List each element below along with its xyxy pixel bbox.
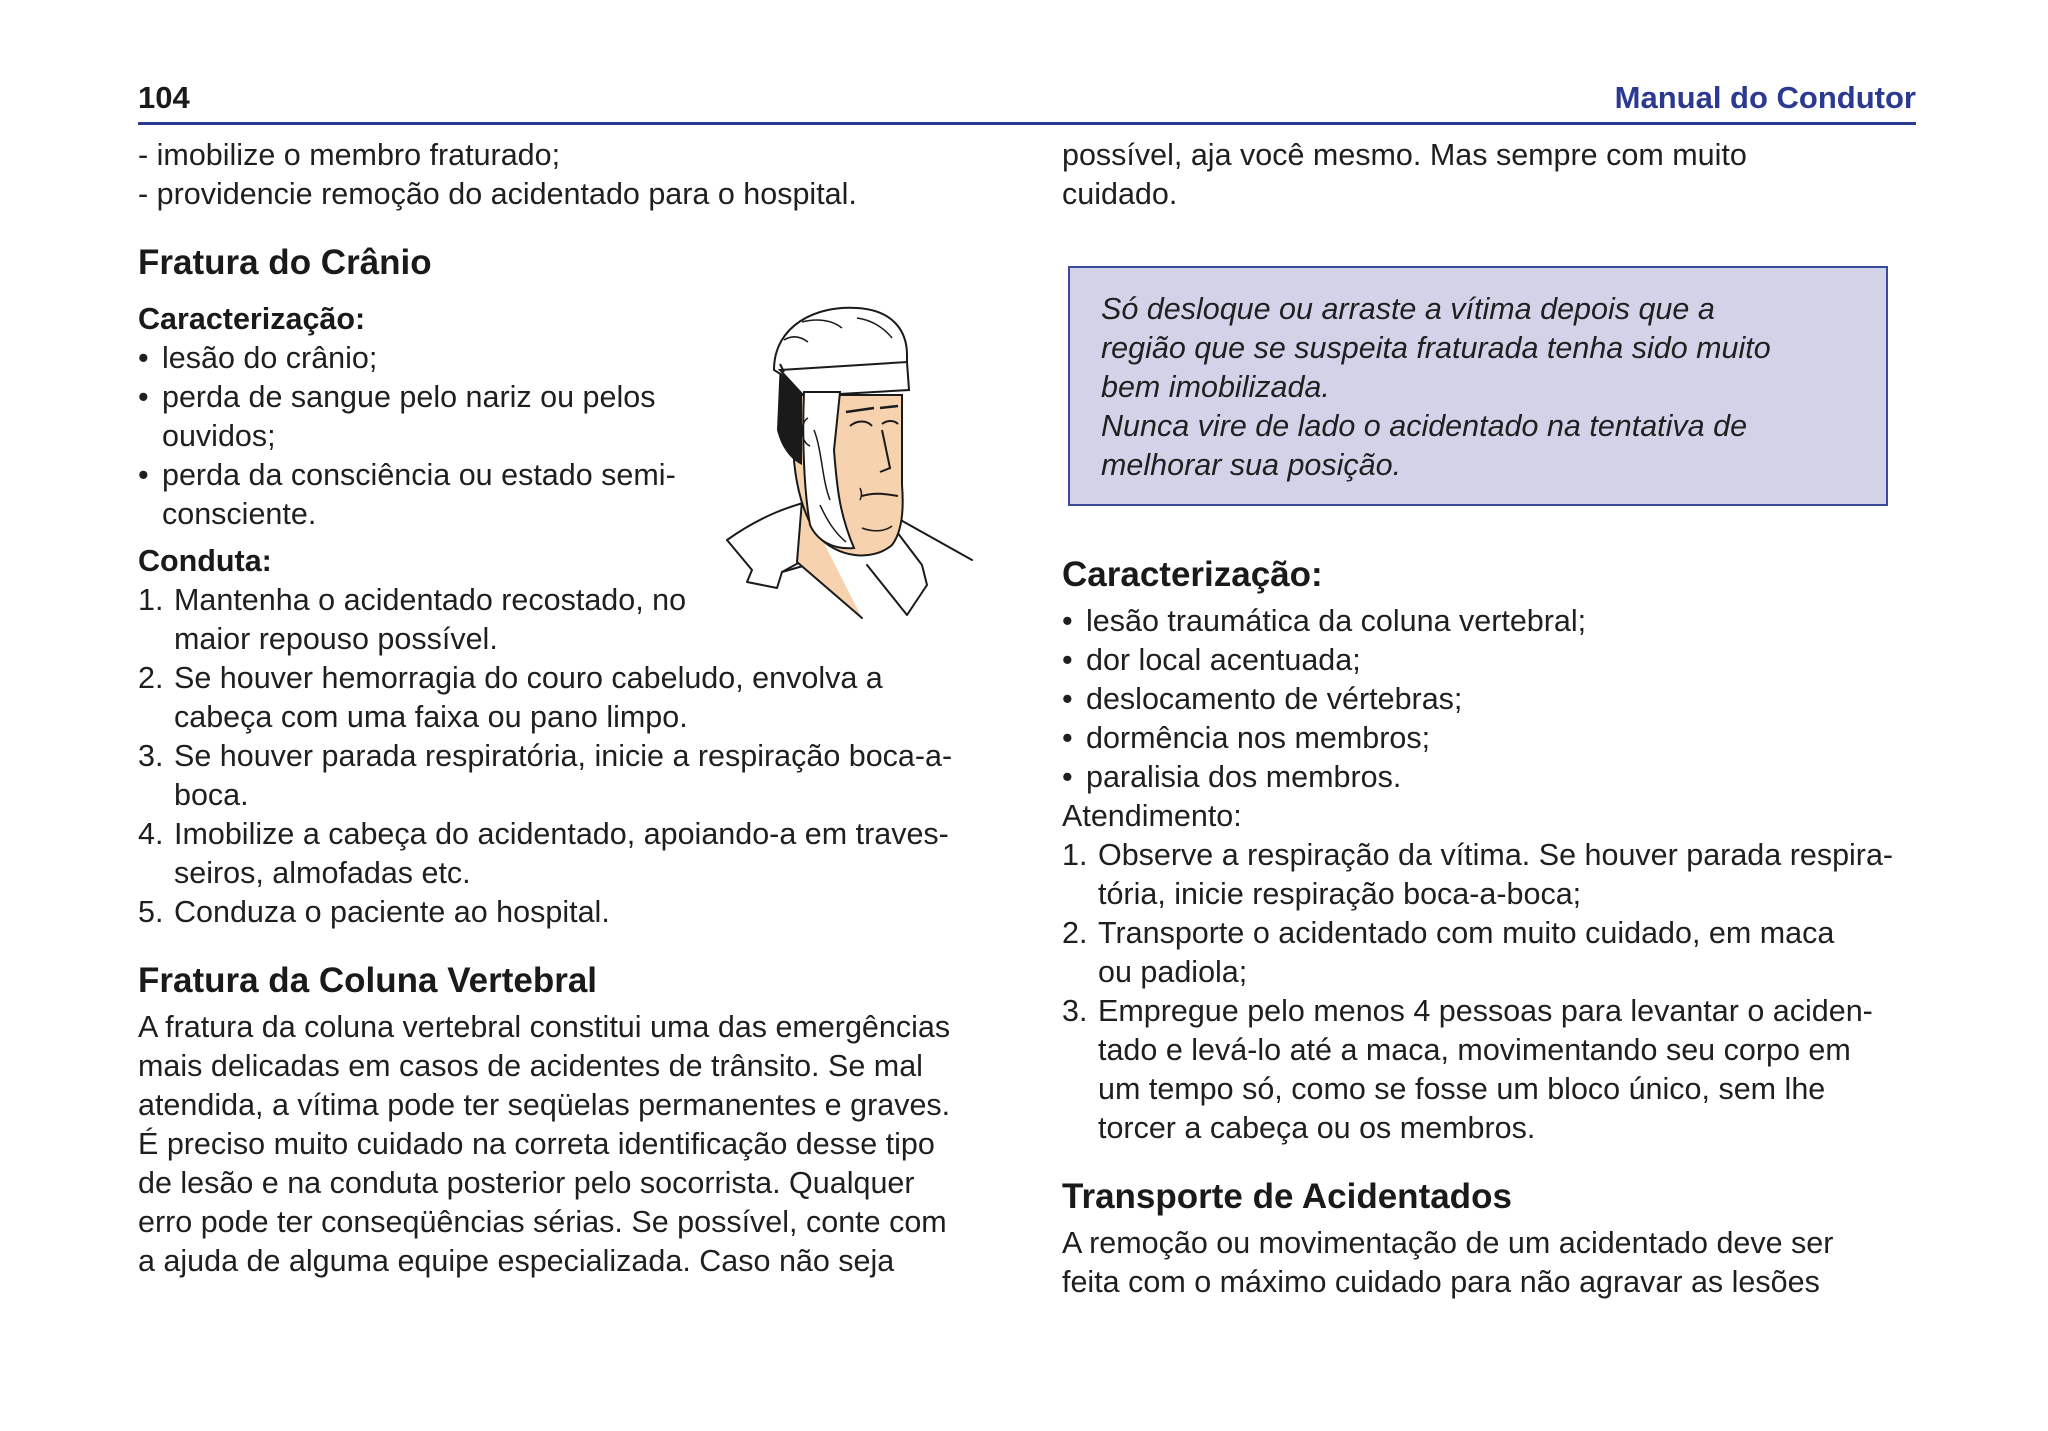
spine-care-list	[1062, 836, 1922, 1148]
list-item: 2. Transporte o acidentado com muito cuidado, em maca ou padiola;	[1062, 916, 1835, 989]
list-item: 1. Mantenha o acidentado recostado, no maior repouso possível.	[138, 583, 687, 656]
list-item: 5. Conduza o paciente ao hospital.	[138, 895, 610, 929]
bullet-icon: •	[1062, 643, 1073, 677]
bullet-icon: •	[1062, 682, 1073, 716]
list-item: • perda da consciência ou estado semi- consciente.	[138, 458, 676, 531]
bullet-icon: •	[138, 380, 149, 414]
subsection-spine-characterization: Caracterização:	[1062, 555, 1323, 594]
right-column	[1062, 136, 1922, 214]
page-number: 104	[138, 80, 190, 115]
warning-callout-box: Só desloque ou arraste a vítima depois que a região que se suspeita fraturada tenha sido muito bem imobilizada. Nunca vire de lado o acidentado na tentativa de melhorar sua posição.	[1068, 266, 1888, 506]
section-title-skull-fracture: Fratura do Crânio	[138, 243, 432, 282]
list-item: 3. Empregue pelo menos 4 pessoas para levantar o aciden- tado e levá-lo até a maca, movimentando seu corpo em um tempo só, como se fosse um bloco único, sem lhe torcer a cabeça ou os membros.	[1062, 994, 1873, 1145]
list-item: • lesão do crânio;	[138, 339, 1008, 378]
care-label: Atendimento:	[1062, 799, 1242, 833]
intro-line: - providencie remoção do acidentado para o hospital.	[138, 177, 857, 211]
list-item: • deslocamento de vértebras;	[1062, 680, 1922, 719]
section-title-transport: Transporte de Acidentados	[1062, 1177, 1512, 1216]
skull-conduct-list	[138, 581, 1008, 932]
bullet-icon: •	[1062, 721, 1073, 755]
subsection-conduct: Conduta:	[138, 544, 272, 578]
list-item: 3. Se houver parada respiratória, inicie a respiração boca-a- boca.	[138, 739, 953, 812]
section-title-spine-fracture: Fratura da Coluna Vertebral	[138, 961, 598, 1000]
list-item: 4. Imobilize a cabeça do acidentado, apoiando-a em traves- seiros, almofadas etc.	[138, 817, 949, 890]
list-item: • dor local acentuada;	[1062, 641, 1922, 680]
list-item: 2. Se houver hemorragia do couro cabeludo, envolva a cabeça com uma faixa ou pano limpo.	[138, 661, 883, 734]
spine-characterization-list	[1062, 602, 1922, 797]
header-rule	[138, 122, 1916, 125]
bullet-icon: •	[1062, 604, 1073, 638]
intro-line: possível, aja você mesmo. Mas sempre com muito	[1062, 138, 1747, 172]
list-item: • paralisia dos membros.	[1062, 758, 1922, 797]
list-item: • perda de sangue pelo nariz ou pelos ouvidos;	[138, 380, 656, 453]
transport-paragraph: A remoção ou movimentação de um acidentado deve ser feita com o máximo cuidado para não agravar as lesões	[1062, 1226, 1834, 1299]
bullet-icon: •	[138, 341, 149, 375]
bullet-icon: •	[1062, 760, 1073, 794]
list-item: • dormência nos membros;	[1062, 719, 1922, 758]
bandaged-head-illustration	[722, 300, 977, 630]
list-item: 1. Observe a respiração da vítima. Se houver parada respira- tória, inicie respiração boca-a-boca;	[1062, 838, 1894, 911]
list-item: • lesão traumática da coluna vertebral;	[1062, 602, 1922, 641]
intro-line: - imobilize o membro fraturado;	[138, 138, 561, 172]
running-header-title: Manual do Condutor	[1614, 80, 1916, 115]
intro-line: cuidado.	[1062, 177, 1178, 211]
spine-paragraph: A fratura da coluna vertebral constitui uma das emergências mais delicadas em casos de acidentes de trânsito. Se mal atendida, a vítima pode ter seqüelas permanentes e graves. É preciso muito cuidado na correta identificação desse tipo de lesão e na conduta posterior pelo socorrista. Qualquer erro pode ter conseqüências sérias. Se possível, conte com a ajuda de alguma equipe especializada. Caso não seja	[138, 1010, 951, 1278]
subsection-characterization: Caracterização:	[138, 302, 366, 336]
bullet-icon: •	[138, 458, 149, 492]
right-column-lower	[1062, 554, 1922, 1302]
